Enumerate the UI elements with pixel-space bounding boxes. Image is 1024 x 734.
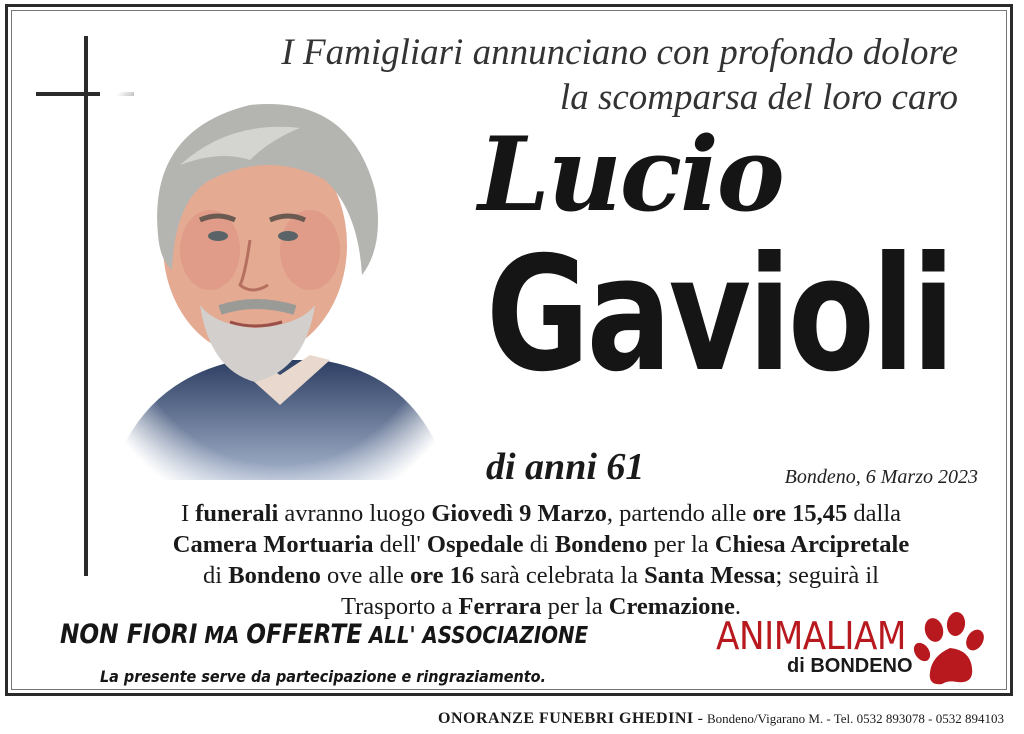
funeral-line-2	[96, 529, 986, 560]
funeral-details	[96, 498, 986, 622]
appeal-but: MA	[197, 623, 247, 649]
donation-appeal	[60, 618, 588, 653]
place-date: Bondeno, 6 Marzo 2023	[784, 466, 978, 488]
text-segment: dell'	[373, 531, 427, 558]
appeal-association: ALL' ASSOCIAZIONE	[362, 623, 589, 649]
cross-icon	[84, 36, 88, 576]
announcement-intro	[281, 30, 958, 120]
text-segment: dalla	[847, 500, 902, 527]
text-segment: avranno luogo	[278, 500, 432, 527]
bold-segment: Chiesa Arcipretale	[714, 531, 910, 558]
bold-segment: Santa Messa	[644, 562, 776, 589]
funeral-home-name: ONORANZE FUNEBRI GHEDINI	[438, 710, 694, 727]
bold-segment: Ospedale	[426, 531, 524, 558]
age-label: di anni 61	[486, 446, 645, 488]
appeal-offers: OFFERTE	[246, 619, 363, 650]
bold-segment: Cremazione	[608, 593, 735, 620]
appeal-no-flowers: NON FIORI	[60, 619, 198, 650]
bold-segment: ore 15,45	[752, 500, 848, 527]
text-segment: I	[180, 500, 196, 527]
bold-segment: Giovedì 9 Marzo	[431, 500, 607, 527]
text-segment: , partendo alle	[606, 500, 753, 527]
text-segment: per la	[541, 593, 609, 620]
text-segment: per la	[647, 531, 715, 558]
intro-line-1: I Famigliari annunciano con profondo dolore	[281, 32, 958, 73]
bold-segment: Bondeno	[554, 531, 648, 558]
funeral-line-1	[96, 498, 986, 529]
text-segment: ; seguirà il	[775, 562, 879, 589]
text-segment: sarà celebrata la	[474, 562, 645, 589]
bold-segment: Camera Mortuaria	[172, 531, 374, 558]
text-segment: Trasporto a	[340, 593, 459, 620]
bold-segment: ore 16	[409, 562, 475, 589]
funeral-line-3	[96, 560, 986, 591]
association-logo-name: ANIMALIAM	[716, 614, 906, 658]
thanks-note: La presente serve da partecipazione e ringraziamento.	[100, 667, 546, 686]
text-segment: di	[523, 531, 555, 558]
bold-segment: Bondeno	[228, 562, 321, 589]
text-segment: ove alle	[320, 562, 410, 589]
bold-segment: funerali	[195, 500, 279, 527]
paw-icon	[912, 610, 992, 690]
association-logo-sub: di BONDENO	[787, 655, 913, 677]
funeral-home-contact: Bondeno/Vigarano M. - Tel. 0532 893078 - 0532 894103	[706, 711, 1004, 726]
footer-bar	[0, 704, 1024, 734]
text-segment: .	[734, 593, 742, 620]
footer-text	[438, 708, 1004, 730]
last-name: Gavioli	[486, 223, 952, 407]
intro-line-2: la scomparsa del loro caro	[559, 77, 958, 118]
bold-segment: Ferrara	[458, 593, 542, 620]
text-segment: di	[203, 562, 229, 589]
footer-separator: -	[693, 710, 707, 727]
first-name: Lucio	[478, 115, 783, 235]
portrait-photo	[100, 70, 460, 500]
